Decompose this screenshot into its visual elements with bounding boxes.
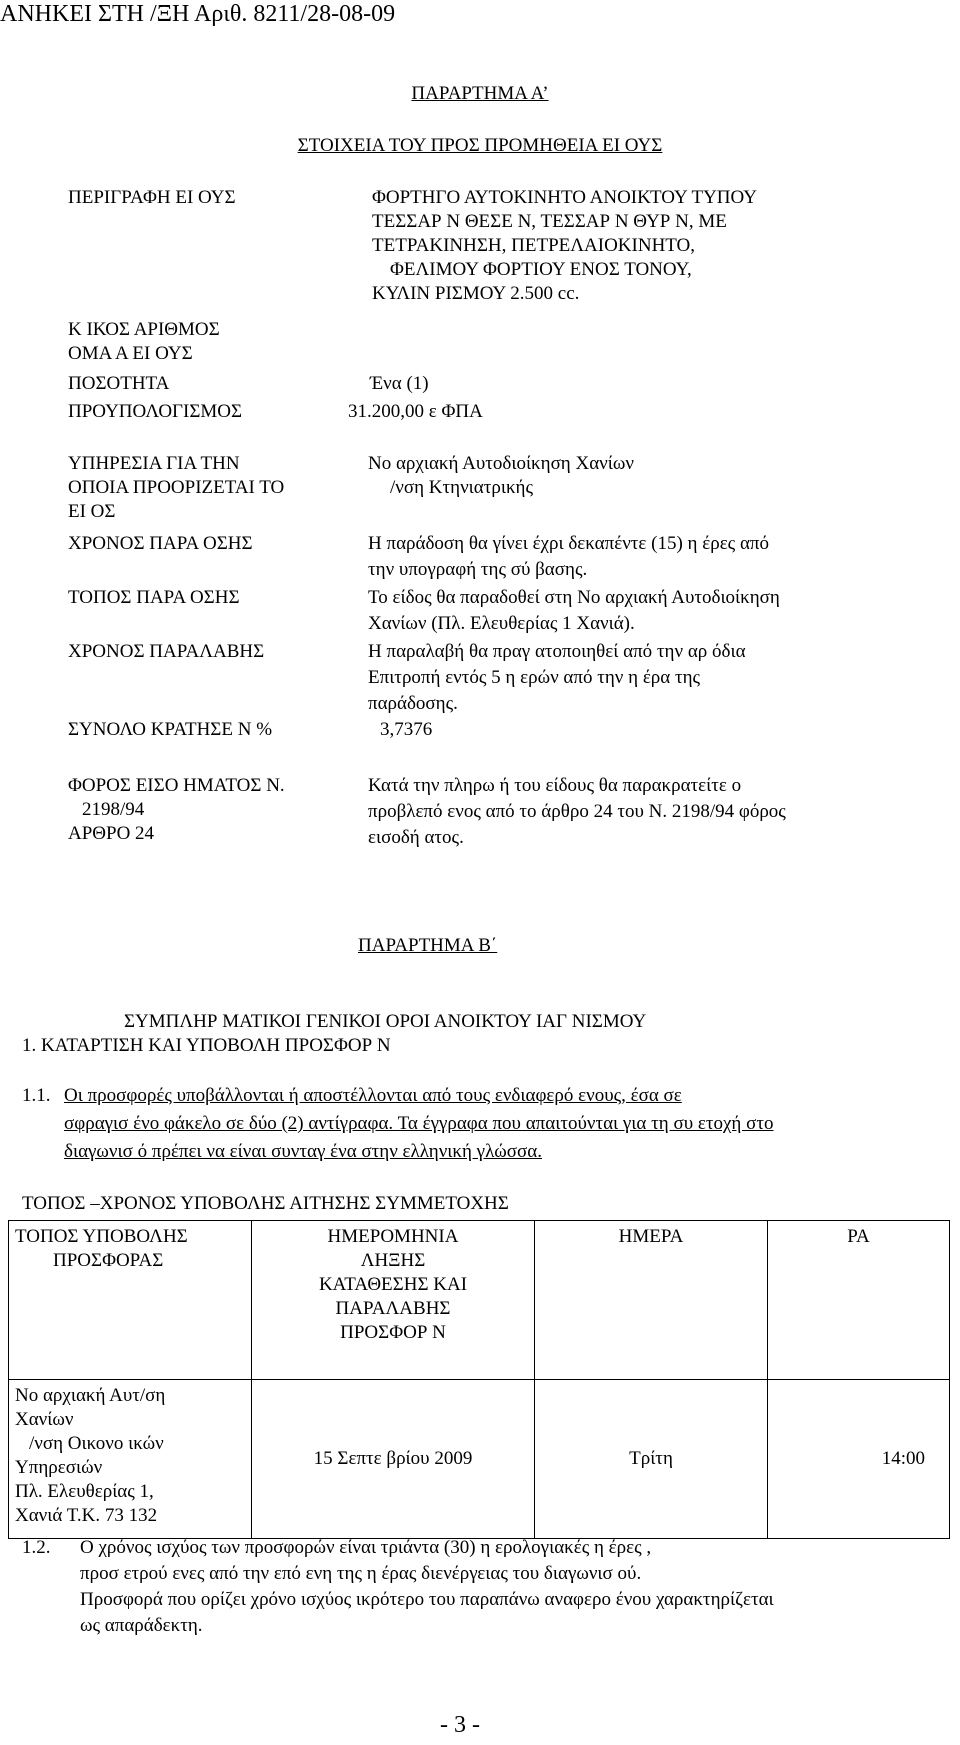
document-header: ΑΝΗΚΕΙ ΣΤΗ /ΞΗ Αριθ. 8211/28-08-09 [0,1,396,27]
label-quantity: ΠΟΣΟΤΗΤΑ [68,373,170,394]
header-line: ΠΑΡΑΛΑΒΗΣ [335,1298,451,1319]
annex-b-subtitle: ΣΥΜΠΛΗΡ ΜΑΤΙΚΟΙ ΓΕΝΙΚΟΙ ΟΡΟΙ ΑΝΟΙΚΤΟΥ ΙΑΓ ΝΙΣΜΟΥ [124,1011,647,1032]
paragraph-line: διαγωνισ ό πρέπει να είναι συνταγ ένα στην ελληνική γλώσσα. [64,1141,542,1162]
header-day [535,1221,768,1380]
label-deductions: ΣΥΝΟΛΟ ΚΡΑΤΗΣΕ Ν % [68,719,273,740]
value-delivery-time: την υπογραφή της σύ βασης. [368,559,588,580]
value-service: /νση Κτηνιατρικής [390,477,534,498]
cell-time: 14:00 [768,1380,950,1539]
label-service: ΥΠΗΡΕΣΙΑ ΓΙΑ ΤΗΝ [68,453,240,474]
annex-a-title: ΠΑΡΑΡΤΗΜΑ Α’ [411,83,549,104]
submission-title: ΤΟΠΟΣ –ΧΡΟΝΟΣ ΥΠΟΒΟΛΗΣ ΑΙΤΗΣΗΣ ΣΥΜΜΕΤΟΧΗΣ [22,1193,509,1214]
annex-a-subtitle: ΣΤΟΙΧΕΙΑ ΤΟΥ ΠΡΟΣ ΠΡΟΜΗΘΕΙΑ ΕΙ ΟΥΣ [297,135,663,156]
label-income-tax: 2198/94 [82,799,145,820]
label-code: Κ ΙΚΟΣ ΑΡΙΘΜΟΣ [68,319,220,340]
value-receipt-time: Επιτροπή εντός 5 η ερών από την η έρα της [368,667,701,688]
header-place [9,1221,252,1380]
value-receipt-time: παράδοσης. [368,693,458,714]
value-description-line: ΦΟΡΤΗΓΟ ΑΥΤΟΚΙΝΗΤΟ ΑΝΟΙΚΤΟΥ ΤΥΠΟΥ [372,187,758,208]
page-number: - 3 - [440,1712,480,1738]
cell-date: 15 Σεπτε βρίου 2009 [252,1380,535,1539]
place-line: Χανίων [15,1409,74,1430]
cell-place [9,1380,252,1539]
label-income-tax: ΑΡΘΡΟ 24 [68,823,155,844]
place-line: Υπηρεσιών [15,1457,103,1478]
place-line: /νση Οικονο ικών [29,1433,164,1454]
value-description-line: ΦΕΛΙΜΟΥ ΦΟΡΤΙΟΥ ΕΝΟΣ ΤΟΝΟΥ, [390,259,692,280]
paragraph-line: ως απαράδεκτη. [80,1615,203,1636]
value-description-line: ΤΕΤΡΑΚΙΝΗΣΗ, ΠΕΤΡΕΛΑΙΟΚΙΝΗΤΟ, [372,235,696,256]
paragraph-line: προσ ετρού ενες από την επό ενη της η έρας διενέργειας του διαγωνισ ού. [80,1563,642,1584]
paragraph-line: Ο χρόνος ισχύος των προσφορών είναι τριάντα (30) η ερολογιακές η έρες , [80,1537,652,1558]
label-receipt-time: ΧΡΟΝΟΣ ΠΑΡΑΛΑΒΗΣ [68,641,265,662]
paragraph-line: σφραγισ ένο φάκελο σε δύο (2) αντίγραφα. Τα έγγραφα που απαιτούνται για τη συ ετοχή στο [64,1113,774,1134]
label-service: ΕΙ ΟΣ [68,501,116,522]
paragraph-number: 1.1. [22,1085,51,1106]
value-income-tax: εισοδή ατος. [368,827,464,848]
value-description-line: ΚΥΛΙΝ ΡΙΣΜΟΥ 2.500 cc. [372,283,580,304]
value-delivery-place: Το είδος θα παραδοθεί στη Νο αρχιακή Αυτοδιοίκηση [368,587,780,608]
paragraph-number: 1.2. [22,1537,51,1558]
label-delivery-place: ΤΟΠΟΣ ΠΑΡΑ ΟΣΗΣ [68,587,240,608]
label-budget: ΠΡΟΥΠΟΛΟΓΙΣΜΟΣ [68,401,243,422]
header-time [768,1221,950,1380]
label-service: ΟΠΟΙΑ ΠΡΟΟΡΙΖΕΤΑΙ ΤΟ [68,477,285,498]
label-code: ΟΜΑ Α ΕΙ ΟΥΣ [68,343,193,364]
place-line: Νο αρχιακή Αυτ/ση [15,1385,166,1406]
value-receipt-time: Η παραλαβή θα πραγ ατοποιηθεί από την αρ όδια [368,641,746,662]
cell-day: Τρίτη [535,1380,768,1539]
table-header-row [9,1221,950,1380]
value-description-line: ΤΕΣΣΑΡ Ν ΘΕΣΕ Ν, ΤΕΣΣΑΡ Ν ΘΥΡ Ν, ΜΕ [372,211,727,232]
header-line: ΚΑΤΑΘΕΣΗΣ ΚΑΙ [318,1274,468,1295]
header-line: ΤΟΠΟΣ ΥΠΟΒΟΛΗΣ [15,1226,188,1247]
value-delivery-time: Η παράδοση θα γίνει έχρι δεκαπέντε (15) η έρες από [368,533,770,554]
value-income-tax: προβλεπό ενος από το άρθρο 24 του Ν. 2198/94 φόρος [368,801,786,822]
label-income-tax: ΦΟΡΟΣ ΕΙΣΟ ΗΜΑΤΟΣ Ν. [68,775,285,796]
value-income-tax: Κατά την πληρω ή του είδους θα παρακρατείτε ο [368,775,742,796]
header-line: ΛΗΞΗΣ [360,1250,426,1271]
annex-b-title: ΠΑΡΑΡΤΗΜΑ Β΄ [358,935,498,956]
header-line: ΠΡΟΣΦΟΡΑΣ [53,1250,164,1271]
header-line: ΗΜΕΡΑ [618,1226,684,1247]
value-quantity: Ένα (1) [370,373,429,394]
table-row [9,1380,950,1539]
value-deductions: 3,7376 [380,719,433,740]
paragraph-line: Προσφορά που ορίζει χρόνο ισχύος ικρότερο του παραπάνω αναφερο ένου χαρακτηρίζεται [80,1589,774,1610]
submission-table [8,1220,950,1539]
header-line: ΡΑ [847,1226,870,1247]
header-line: ΠΡΟΣΦΟΡ Ν [340,1322,446,1343]
place-line: Χανιά Τ.Κ. 73 132 [15,1505,158,1526]
value-service: Νο αρχιακή Αυτοδιοίκηση Χανίων [368,453,634,474]
header-date [252,1221,535,1380]
value-delivery-place: Χανίων (Πλ. Ελευθερίας 1 Χανιά). [368,613,635,634]
value-budget: 31.200,00 ε ΦΠΑ [348,401,483,422]
paragraph-line: Οι προσφορές υποβάλλονται ή αποστέλλονται από τους ενδιαφερό ενους, έσα σε [64,1085,682,1106]
place-line: Πλ. Ελευθερίας 1, [15,1481,154,1502]
label-description: ΠΕΡΙΓΡΑΦΗ ΕΙ ΟΥΣ [68,187,236,208]
header-line: ΗΜΕΡΟΜΗΝΙΑ [327,1226,459,1247]
label-delivery-time: ΧΡΟΝΟΣ ΠΑΡΑ ΟΣΗΣ [68,533,253,554]
section-heading: 1. ΚΑΤΑΡΤΙΣΗ ΚΑΙ ΥΠΟΒΟΛΗ ΠΡΟΣΦΟΡ Ν [22,1035,391,1056]
